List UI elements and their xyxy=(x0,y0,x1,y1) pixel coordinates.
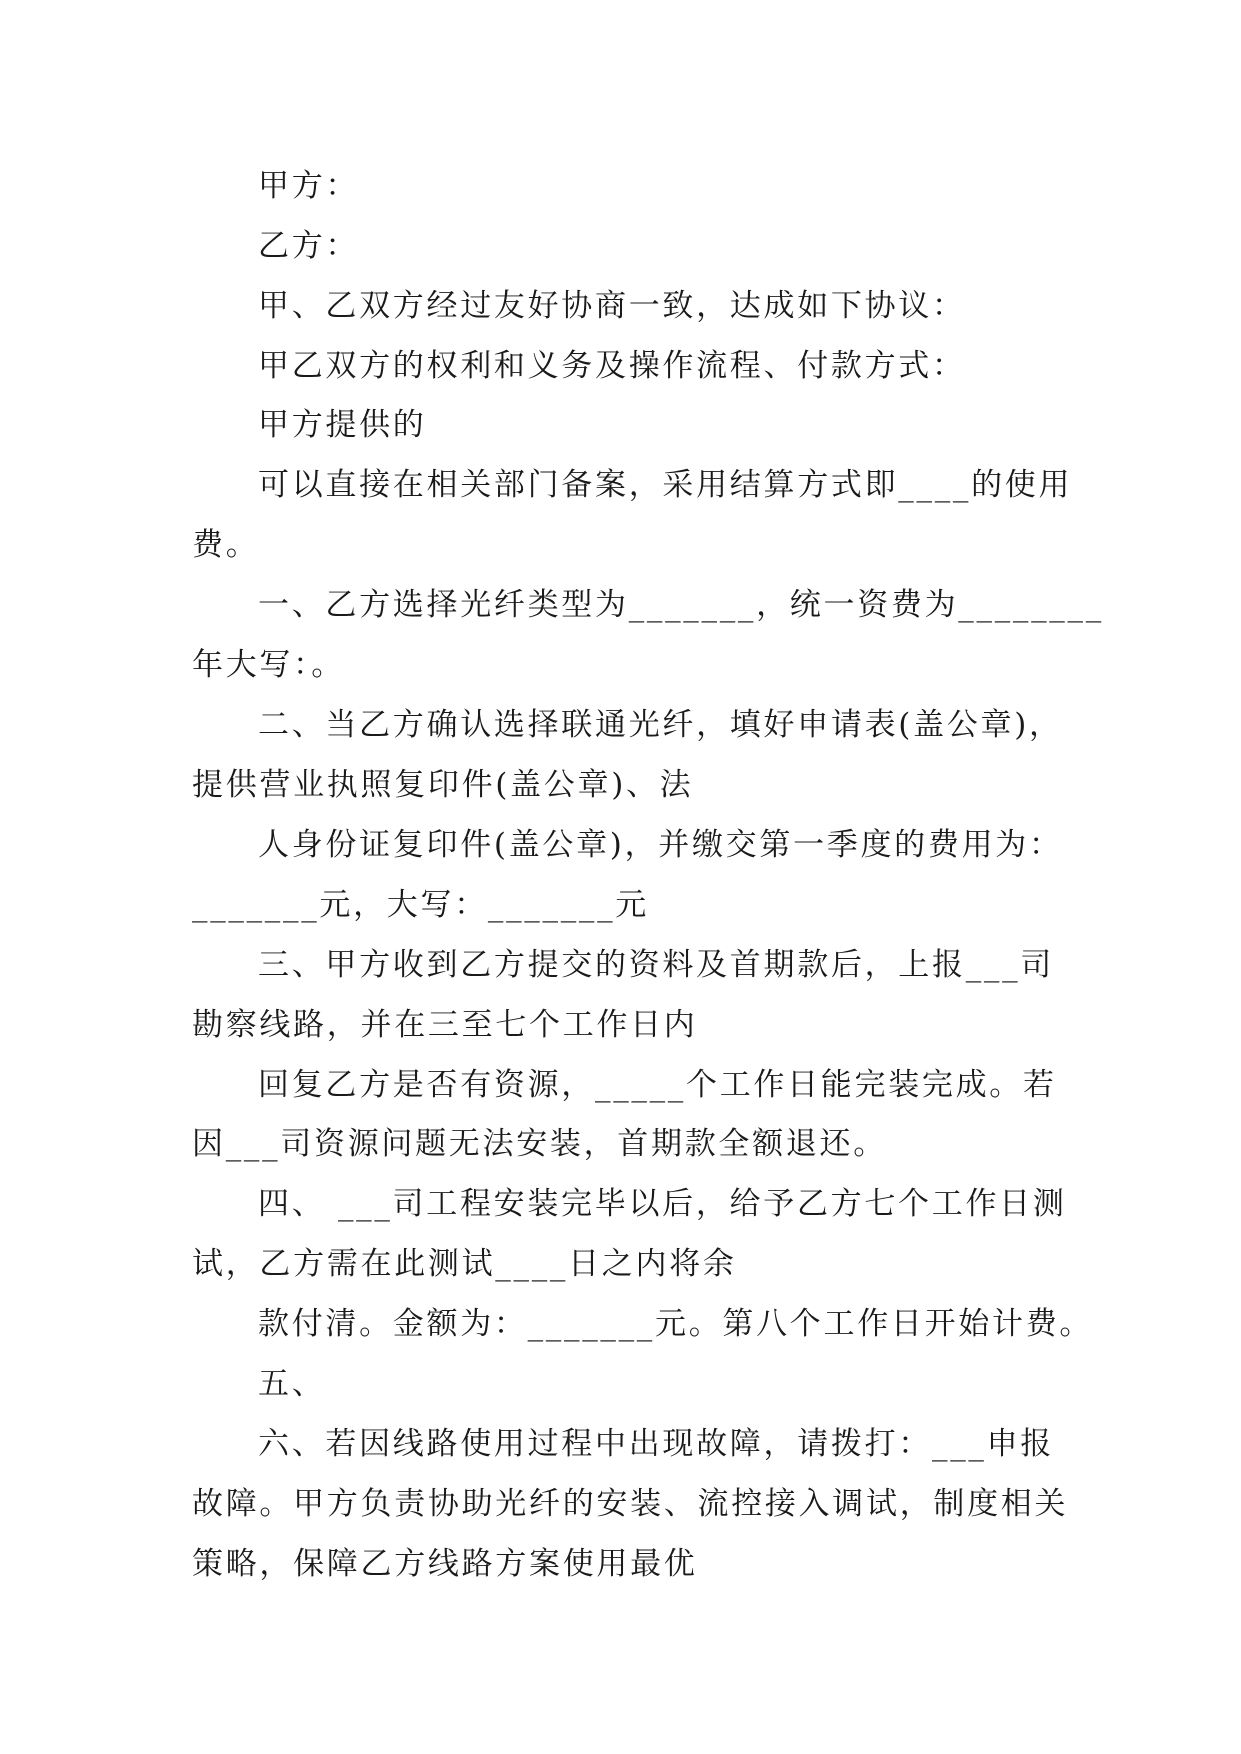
clause-3-line-4: 因___司资源问题无法安装，首期款全额退还。 xyxy=(192,1126,887,1162)
clause-2-line-1: 二、当乙方确认选择联通光纤，填好申请表(盖公章)， xyxy=(258,707,1063,743)
clause-4-line-2: 试，乙方需在此测试____日之内将余 xyxy=(192,1246,737,1282)
clause-6-line-1: 六、若因线路使用过程中出现故障，请拨打：___申报 xyxy=(258,1426,1054,1462)
agreement-intro: 甲、乙双方经过友好协商一致，达成如下协议： xyxy=(258,288,966,324)
settlement-paragraph-line-1: 可以直接在相关部门备案，采用结算方式即____的使用 xyxy=(258,467,1073,503)
clause-5: 五、 xyxy=(258,1366,326,1402)
clause-6-line-3: 策略，保障乙方线路方案使用最优 xyxy=(192,1546,698,1582)
clause-3-line-2: 勘察线路，并在三至七个工作日内 xyxy=(192,1007,698,1043)
clause-1-line-1: 一、乙方选择光纤类型为_______，统一资费为________ xyxy=(258,587,1104,623)
clause-4-line-1: 四、 ___司工程安装完毕以后，给予乙方七个工作日测 xyxy=(258,1186,1067,1222)
clause-3-line-1: 三、甲方收到乙方提交的资料及首期款后，上报___司 xyxy=(258,947,1054,983)
clause-2-line-4: _______元，大写：_______元 xyxy=(192,887,649,923)
rights-duties-heading: 甲乙双方的权利和义务及操作流程、付款方式： xyxy=(258,348,966,384)
clause-3-line-3: 回复乙方是否有资源，_____个工作日能完装完成。若 xyxy=(258,1067,1057,1103)
clause-2-line-3: 人身份证复印件(盖公章)，并缴交第一季度的费用为： xyxy=(258,827,1063,863)
clause-4-line-3: 款付清。金额为：_______元。第八个工作日开始计费。 xyxy=(258,1306,1094,1342)
party-a-label: 甲方： xyxy=(258,168,360,204)
party-a-provides: 甲方提供的 xyxy=(258,407,427,443)
clause-2-line-2: 提供营业执照复印件(盖公章)、法 xyxy=(192,767,694,803)
party-b-label: 乙方： xyxy=(258,228,360,264)
clause-1-line-2: 年大写：。 xyxy=(192,647,345,683)
clause-6-line-2: 故障。甲方负责协助光纤的安装、流控接入调试，制度相关 xyxy=(192,1486,1069,1522)
settlement-paragraph-line-2: 费。 xyxy=(192,527,260,563)
